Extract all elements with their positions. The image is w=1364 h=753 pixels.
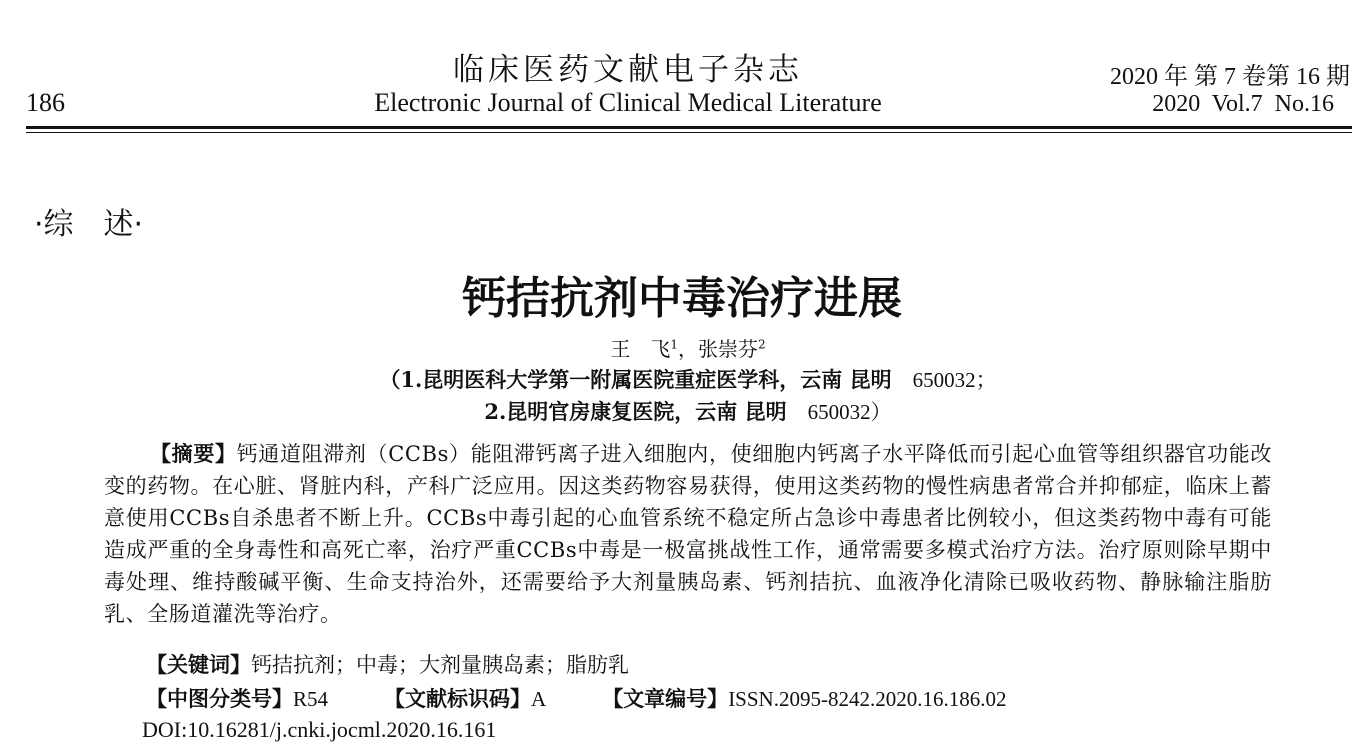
affiliation-2-text: 2.昆明官房康复医院，云南 昆明 [484,399,808,424]
article-number-label: 【文章编号】 [602,687,729,711]
clc-value: R54 [293,687,329,711]
keywords-text: 钙拮抗剂；中毒；大剂量胰岛素；脂肪乳 [251,653,629,677]
classification-line [146,683,1006,713]
doc-code-label: 【文献标识码】 [384,687,532,711]
journal-title-cn: 临床医药文献电子杂志 [453,52,803,88]
doi-line: DOI:10.16281/j.cnki.jocml.2020.16.161 [142,717,497,742]
paper-title: 钙拮抗剂中毒治疗进展 [462,273,902,324]
affiliation-line-1 [0,364,1364,394]
author-1-name: 王 飞 [610,337,671,361]
abstract-paragraph [104,438,1272,630]
abstract-label: 【摘要】 [150,442,237,466]
header-rule-thin [26,132,1352,133]
doc-code-value: A [531,687,547,711]
journal-title-en: Electronic Journal of Clinical Medical Literature [374,88,882,117]
author-separator: ， [678,337,698,361]
affiliation-1-text: （1.昆明医科大学第一附属医院重症医学科，云南 昆明 [379,367,913,392]
article-number-value: ISSN.2095-8242.2020.16.186.02 [728,687,1007,711]
keywords-line [146,649,629,679]
keywords-label: 【关键词】 [146,653,251,677]
page-number: 186 [26,88,65,117]
author-line [0,333,1364,362]
section-label: ·综 述· [34,207,144,242]
author-1-affiliation-mark: 1 [670,337,678,352]
issue-info-en: 2020 Vol.7 No.16 [1152,91,1334,117]
affiliation-1-zip: 650032； [912,368,997,392]
header-rule-thick [26,126,1352,129]
author-2-affiliation-mark: 2 [758,337,766,352]
abstract-text: 钙通道阻滞剂（CCBs）能阻滞钙离子进入细胞内，使细胞内钙离子水平降低而引起心血管等组织器官功能改变的药物。在心脏、肾脏内科，产科广泛应用。因这类药物容易获得，使用这类药物的慢性病患者常合并抑郁症，临床上蓄意使用CCBs自杀患者不断上升。CCBs中毒引起的心血管系统不稳定所占急诊中毒患者比例较小，但这类药物中毒有可能造成严重的全身毒性和高死亡率，治疗严重CCBs中毒是一极富挑战性工作，通常需要多模式治疗方法。治疗原则除早期中毒处理、维持酸碱平衡、生命支持治外，还需要给予大剂量胰岛素、钙剂拮抗、血液净化清除已吸收药物、静脉输注脂肪乳、全肠道灌洗等治疗。 [104,442,1272,626]
affiliation-line-2 [0,396,1364,426]
author-2-name: 张崇芬 [698,337,758,361]
clc-label: 【中图分类号】 [146,687,293,711]
issue-info-cn: 2020 年 第 7 卷第 16 期 [1110,64,1350,90]
affiliation-2-zip: 650032） [807,400,892,424]
